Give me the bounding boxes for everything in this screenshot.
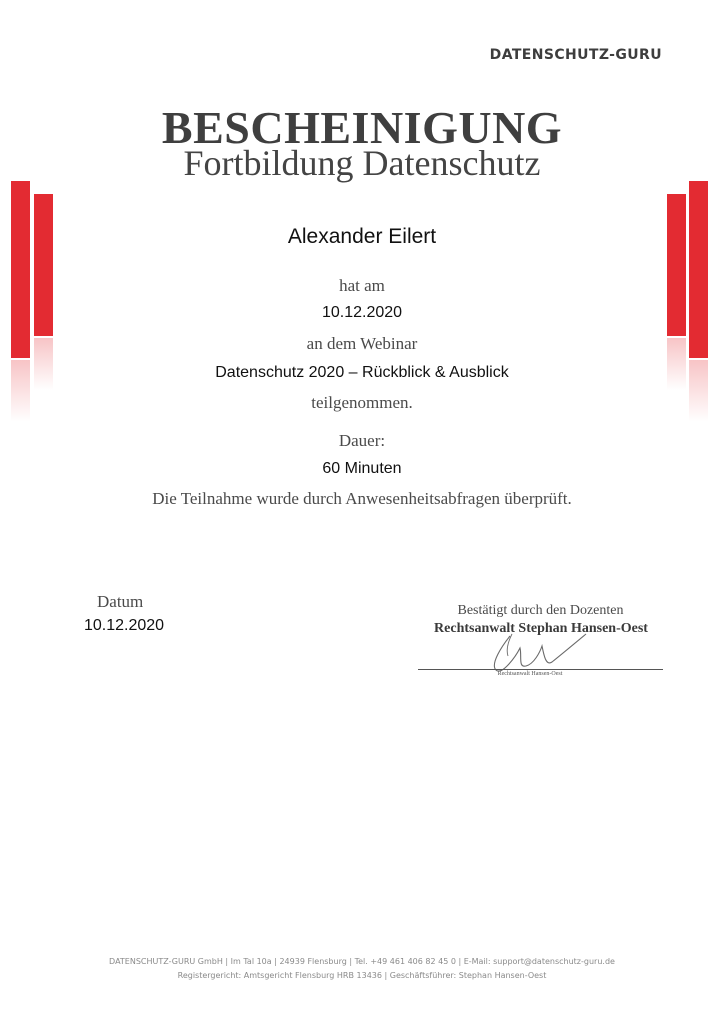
footer-register-line: Registergericht: Amtsgericht Flensburg HRB 13436 | Geschäftsführer: Stephan Hansen-Oest [177, 971, 547, 980]
participant-name: Alexander Eilert [287, 225, 437, 248]
lecturer-name: Rechtsanwalt Stephan Hansen-Oest [434, 621, 648, 636]
an-dem-webinar-text: an dem Webinar [306, 334, 418, 353]
certificate-title: BESCHEINIGUNG [161, 102, 563, 153]
date-value: 10.12.2020 [84, 617, 165, 634]
signature-caption: Rechtsanwalt Hansen-Oest [497, 671, 563, 677]
brand-logo-text: DATENSCHUTZ-GURU [489, 47, 662, 63]
webinar-title: Datenschutz 2020 – Rückblick & Ausblick [215, 364, 509, 381]
footer-company-line: DATENSCHUTZ-GURU GmbH | Im Tal 10a | 24939 Flensburg | Tel. +49 461 406 82 45 0 | E-Mail: support@datenschutz-guru.de [109, 957, 615, 966]
event-date: 10.12.2020 [321, 304, 403, 321]
certificate-subtitle: Fortbildung Datenschutz [183, 143, 541, 183]
decor-bar-left-outer [11, 181, 30, 358]
date-label: Datum [97, 592, 144, 611]
confirmed-by-label: Bestätigt durch den Dozenten [457, 603, 624, 618]
dauer-value: 60 Minuten [322, 460, 402, 477]
decor-bar-right-outer [689, 181, 708, 358]
teilgenommen-text: teilgenommen. [311, 393, 413, 412]
signature-line [418, 669, 663, 670]
dauer-label: Dauer: [338, 431, 386, 450]
hat-am-text: hat am [339, 276, 385, 295]
verification-text: Die Teilnahme wurde durch Anwesenheitsabfragen überprüft. [152, 489, 572, 508]
